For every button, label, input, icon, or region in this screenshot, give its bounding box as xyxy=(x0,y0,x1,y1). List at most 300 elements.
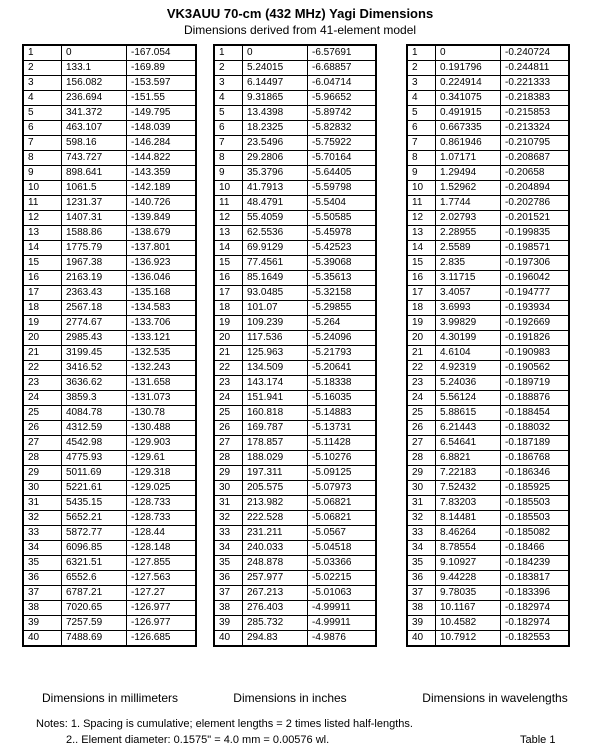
spacing-cell: 77.4561 xyxy=(243,256,308,271)
half-length-cell: -128.44 xyxy=(127,526,196,541)
spacing-cell: 2985.43 xyxy=(62,331,127,346)
element-number-cell: 13 xyxy=(24,226,62,241)
spacing-cell: 0.667335 xyxy=(436,121,501,136)
spacing-cell: 4.30199 xyxy=(436,331,501,346)
spacing-cell: 125.963 xyxy=(243,346,308,361)
spacing-cell: 743.727 xyxy=(62,151,127,166)
element-number-cell: 9 xyxy=(215,166,243,181)
spacing-cell: 0 xyxy=(243,46,308,61)
element-number-cell: 30 xyxy=(408,481,436,496)
half-length-cell: -132.535 xyxy=(127,346,196,361)
table-row xyxy=(408,346,569,361)
half-length-cell: -135.168 xyxy=(127,286,196,301)
half-length-cell: -128.148 xyxy=(127,541,196,556)
element-number-cell: 34 xyxy=(24,541,62,556)
half-length-cell: -4.99911 xyxy=(308,616,376,631)
half-length-cell: -0.182974 xyxy=(501,601,569,616)
spacing-cell: 4312.59 xyxy=(62,421,127,436)
element-number-cell: 39 xyxy=(215,616,243,631)
half-length-cell: -0.18466 xyxy=(501,541,569,556)
spacing-cell: 7.83203 xyxy=(436,496,501,511)
element-number-cell: 39 xyxy=(408,616,436,631)
table-row xyxy=(408,436,569,451)
element-number-cell: 14 xyxy=(408,241,436,256)
element-number-cell: 30 xyxy=(24,481,62,496)
half-length-cell: -134.583 xyxy=(127,301,196,316)
table-row xyxy=(215,286,376,301)
half-length-cell: -131.073 xyxy=(127,391,196,406)
table-row xyxy=(408,46,569,61)
spacing-cell: 48.4791 xyxy=(243,196,308,211)
half-length-cell: -129.903 xyxy=(127,436,196,451)
half-length-cell: -142.189 xyxy=(127,181,196,196)
half-length-cell: -5.07973 xyxy=(308,481,376,496)
table-row xyxy=(215,631,376,646)
table-row xyxy=(24,421,196,436)
table-row xyxy=(215,376,376,391)
half-length-cell: -0.185503 xyxy=(501,511,569,526)
element-number-cell: 40 xyxy=(408,631,436,646)
element-number-cell: 22 xyxy=(408,361,436,376)
table-row xyxy=(24,616,196,631)
element-number-cell: 6 xyxy=(24,121,62,136)
element-number-cell: 2 xyxy=(24,61,62,76)
element-number-cell: 17 xyxy=(24,286,62,301)
table-row xyxy=(408,496,569,511)
half-length-cell: -0.183396 xyxy=(501,586,569,601)
half-length-cell: -5.01063 xyxy=(308,586,376,601)
spacing-cell: 1.52962 xyxy=(436,181,501,196)
spacing-cell: 7257.59 xyxy=(62,616,127,631)
table-row xyxy=(24,481,196,496)
half-length-cell: -130.78 xyxy=(127,406,196,421)
table-row xyxy=(215,556,376,571)
element-number-cell: 19 xyxy=(24,316,62,331)
spacing-cell: 463.107 xyxy=(62,121,127,136)
half-length-cell: -5.32158 xyxy=(308,286,376,301)
element-number-cell: 35 xyxy=(24,556,62,571)
table-row xyxy=(408,241,569,256)
half-length-cell: -5.04518 xyxy=(308,541,376,556)
spacing-cell: 213.982 xyxy=(243,496,308,511)
half-length-cell: -167.054 xyxy=(127,46,196,61)
half-length-cell: -140.726 xyxy=(127,196,196,211)
element-number-cell: 37 xyxy=(215,586,243,601)
spacing-cell: 134.509 xyxy=(243,361,308,376)
element-number-cell: 10 xyxy=(215,181,243,196)
spacing-cell: 1407.31 xyxy=(62,211,127,226)
spacing-cell: 0 xyxy=(62,46,127,61)
element-number-cell: 29 xyxy=(24,466,62,481)
table-row xyxy=(24,121,196,136)
table-row xyxy=(24,496,196,511)
half-length-cell: -169.89 xyxy=(127,61,196,76)
half-length-cell: -5.264 xyxy=(308,316,376,331)
table-row xyxy=(24,526,196,541)
element-number-cell: 1 xyxy=(408,46,436,61)
half-length-cell: -5.96652 xyxy=(308,91,376,106)
element-number-cell: 36 xyxy=(408,571,436,586)
element-number-cell: 12 xyxy=(408,211,436,226)
element-number-cell: 14 xyxy=(215,241,243,256)
half-length-cell: -5.5404 xyxy=(308,196,376,211)
table-row xyxy=(408,91,569,106)
spacing-cell: 1.07171 xyxy=(436,151,501,166)
spacing-cell: 3199.45 xyxy=(62,346,127,361)
element-number-cell: 10 xyxy=(24,181,62,196)
element-number-cell: 27 xyxy=(215,436,243,451)
element-number-cell: 2 xyxy=(408,61,436,76)
element-number-cell: 2 xyxy=(215,61,243,76)
element-number-cell: 33 xyxy=(215,526,243,541)
table-row xyxy=(24,391,196,406)
table-millimeters xyxy=(23,45,196,646)
spacing-cell: 1.29494 xyxy=(436,166,501,181)
half-length-cell: -0.193934 xyxy=(501,301,569,316)
element-number-cell: 20 xyxy=(24,331,62,346)
element-number-cell: 21 xyxy=(408,346,436,361)
table-row xyxy=(408,256,569,271)
table-row xyxy=(24,136,196,151)
half-length-cell: -6.04714 xyxy=(308,76,376,91)
table-row xyxy=(215,136,376,151)
half-length-cell: -136.923 xyxy=(127,256,196,271)
spacing-cell: 1.7744 xyxy=(436,196,501,211)
half-length-cell: -133.706 xyxy=(127,316,196,331)
half-length-cell: -0.191826 xyxy=(501,331,569,346)
table-row xyxy=(24,466,196,481)
note-line-2: 2.. Element diameter: 0.1575" = 4.0 mm = 0.00576 wl. xyxy=(66,734,330,746)
spacing-cell: 341.372 xyxy=(62,106,127,121)
spacing-cell: 93.0485 xyxy=(243,286,308,301)
spacing-cell: 5.88615 xyxy=(436,406,501,421)
half-length-cell: -5.50585 xyxy=(308,211,376,226)
table-row xyxy=(24,226,196,241)
element-number-cell: 12 xyxy=(215,211,243,226)
element-number-cell: 17 xyxy=(408,286,436,301)
spacing-cell: 236.694 xyxy=(62,91,127,106)
half-length-cell: -127.855 xyxy=(127,556,196,571)
half-length-cell: -0.240724 xyxy=(501,46,569,61)
spacing-cell: 4775.93 xyxy=(62,451,127,466)
half-length-cell: -0.188032 xyxy=(501,421,569,436)
table-row xyxy=(408,136,569,151)
spacing-cell: 7.22183 xyxy=(436,466,501,481)
table-row xyxy=(408,196,569,211)
half-length-cell: -129.318 xyxy=(127,466,196,481)
table-row xyxy=(408,331,569,346)
element-number-cell: 23 xyxy=(215,376,243,391)
element-number-cell: 16 xyxy=(24,271,62,286)
spacing-cell: 3.4057 xyxy=(436,286,501,301)
half-length-cell: -148.039 xyxy=(127,121,196,136)
spacing-cell: 9.44228 xyxy=(436,571,501,586)
table-row xyxy=(215,436,376,451)
spacing-cell: 6552.6 xyxy=(62,571,127,586)
spacing-cell: 160.818 xyxy=(243,406,308,421)
element-number-cell: 30 xyxy=(215,481,243,496)
table-row xyxy=(24,316,196,331)
table-row xyxy=(408,211,569,226)
spacing-cell: 3859.3 xyxy=(62,391,127,406)
spacing-cell: 5011.69 xyxy=(62,466,127,481)
table-row xyxy=(215,571,376,586)
table-row xyxy=(408,226,569,241)
half-length-cell: -4.9876 xyxy=(308,631,376,646)
table-row xyxy=(24,541,196,556)
spacing-cell: 4542.98 xyxy=(62,436,127,451)
note-line-1: Notes: 1. Spacing is cumulative; element lengths = 2 times listed half-lengths. xyxy=(36,718,413,730)
half-length-cell: -0.185503 xyxy=(501,496,569,511)
spacing-cell: 7.52432 xyxy=(436,481,501,496)
spacing-cell: 5.24015 xyxy=(243,61,308,76)
element-number-cell: 26 xyxy=(24,421,62,436)
table-row xyxy=(215,196,376,211)
table-row xyxy=(408,601,569,616)
half-length-cell: -144.822 xyxy=(127,151,196,166)
spacing-cell: 5872.77 xyxy=(62,526,127,541)
table-row xyxy=(24,286,196,301)
element-number-cell: 11 xyxy=(408,196,436,211)
page-title: VK3AUU 70-cm (432 MHz) Yagi Dimensions xyxy=(166,6,434,21)
spacing-cell: 3.6993 xyxy=(436,301,501,316)
table-row xyxy=(24,556,196,571)
spacing-cell: 9.10927 xyxy=(436,556,501,571)
spacing-cell: 1231.37 xyxy=(62,196,127,211)
spacing-cell: 6787.21 xyxy=(62,586,127,601)
spacing-cell: 169.787 xyxy=(243,421,308,436)
spacing-cell: 133.1 xyxy=(62,61,127,76)
spacing-cell: 178.857 xyxy=(243,436,308,451)
half-length-cell: -0.208687 xyxy=(501,151,569,166)
element-number-cell: 23 xyxy=(24,376,62,391)
half-length-cell: -126.685 xyxy=(127,631,196,646)
element-number-cell: 38 xyxy=(408,601,436,616)
element-number-cell: 13 xyxy=(215,226,243,241)
table-row xyxy=(24,76,196,91)
spacing-cell: 151.941 xyxy=(243,391,308,406)
caption-wavelengths: Dimensions in wavelengths xyxy=(422,691,568,705)
spacing-cell: 248.878 xyxy=(243,556,308,571)
table-row xyxy=(408,181,569,196)
half-length-cell: -5.03366 xyxy=(308,556,376,571)
element-number-cell: 29 xyxy=(215,466,243,481)
table-row xyxy=(408,526,569,541)
spacing-cell: 598.16 xyxy=(62,136,127,151)
table-row xyxy=(24,46,196,61)
half-length-cell: -5.89742 xyxy=(308,106,376,121)
spacing-cell: 117.536 xyxy=(243,331,308,346)
table-row xyxy=(408,316,569,331)
table-row xyxy=(24,301,196,316)
table-row xyxy=(408,151,569,166)
spacing-cell: 41.7913 xyxy=(243,181,308,196)
spacing-cell: 222.528 xyxy=(243,511,308,526)
element-number-cell: 25 xyxy=(215,406,243,421)
spacing-cell: 8.78554 xyxy=(436,541,501,556)
spacing-cell: 6.14497 xyxy=(243,76,308,91)
element-number-cell: 6 xyxy=(408,121,436,136)
table-row xyxy=(215,151,376,166)
element-number-cell: 1 xyxy=(215,46,243,61)
half-length-cell: -5.18338 xyxy=(308,376,376,391)
half-length-cell: -143.359 xyxy=(127,166,196,181)
element-number-cell: 4 xyxy=(215,91,243,106)
half-length-cell: -0.218383 xyxy=(501,91,569,106)
spacing-cell: 4.92319 xyxy=(436,361,501,376)
element-number-cell: 28 xyxy=(24,451,62,466)
spacing-cell: 2.835 xyxy=(436,256,501,271)
half-length-cell: -149.795 xyxy=(127,106,196,121)
half-length-cell: -129.61 xyxy=(127,451,196,466)
half-length-cell: -6.57691 xyxy=(308,46,376,61)
element-number-cell: 20 xyxy=(215,331,243,346)
half-length-cell: -5.24096 xyxy=(308,331,376,346)
half-length-cell: -130.488 xyxy=(127,421,196,436)
element-number-cell: 39 xyxy=(24,616,62,631)
element-number-cell: 17 xyxy=(215,286,243,301)
table-row xyxy=(24,361,196,376)
half-length-cell: -0.186346 xyxy=(501,466,569,481)
table-row xyxy=(408,511,569,526)
half-length-cell: -0.199835 xyxy=(501,226,569,241)
element-number-cell: 22 xyxy=(24,361,62,376)
table-row xyxy=(408,61,569,76)
table-row xyxy=(24,511,196,526)
spacing-cell: 10.4582 xyxy=(436,616,501,631)
table-row xyxy=(24,196,196,211)
element-number-cell: 33 xyxy=(24,526,62,541)
table-row xyxy=(408,481,569,496)
spacing-cell: 4084.78 xyxy=(62,406,127,421)
element-number-cell: 36 xyxy=(24,571,62,586)
element-number-cell: 33 xyxy=(408,526,436,541)
table-row xyxy=(215,271,376,286)
caption-millimeters: Dimensions in millimeters xyxy=(41,691,179,705)
element-number-cell: 38 xyxy=(24,601,62,616)
table-row xyxy=(215,226,376,241)
spacing-cell: 0.861946 xyxy=(436,136,501,151)
element-number-cell: 9 xyxy=(408,166,436,181)
half-length-cell: -5.82832 xyxy=(308,121,376,136)
element-number-cell: 18 xyxy=(215,301,243,316)
table-row xyxy=(215,496,376,511)
element-number-cell: 31 xyxy=(408,496,436,511)
table-row xyxy=(215,541,376,556)
table-row xyxy=(408,631,569,646)
spacing-cell: 143.174 xyxy=(243,376,308,391)
half-length-cell: -0.210795 xyxy=(501,136,569,151)
spacing-cell: 3.99829 xyxy=(436,316,501,331)
element-number-cell: 40 xyxy=(24,631,62,646)
element-number-cell: 15 xyxy=(408,256,436,271)
spacing-cell: 1588.86 xyxy=(62,226,127,241)
table-row xyxy=(24,256,196,271)
spacing-cell: 1775.79 xyxy=(62,241,127,256)
spacing-cell: 2163.19 xyxy=(62,271,127,286)
element-number-cell: 5 xyxy=(408,106,436,121)
spacing-cell: 6321.51 xyxy=(62,556,127,571)
half-length-cell: -0.188454 xyxy=(501,406,569,421)
half-length-cell: -0.189719 xyxy=(501,376,569,391)
spacing-cell: 8.14481 xyxy=(436,511,501,526)
element-number-cell: 15 xyxy=(24,256,62,271)
spacing-cell: 23.5496 xyxy=(243,136,308,151)
half-length-cell: -5.09125 xyxy=(308,466,376,481)
spacing-cell: 0.191796 xyxy=(436,61,501,76)
table-row xyxy=(408,376,569,391)
element-number-cell: 23 xyxy=(408,376,436,391)
half-length-cell: -153.597 xyxy=(127,76,196,91)
spacing-cell: 13.4398 xyxy=(243,106,308,121)
half-length-cell: -138.679 xyxy=(127,226,196,241)
table-label: Table 1 xyxy=(520,734,556,746)
element-number-cell: 26 xyxy=(408,421,436,436)
table-row xyxy=(24,451,196,466)
spacing-cell: 6.54641 xyxy=(436,436,501,451)
half-length-cell: -5.06821 xyxy=(308,496,376,511)
half-length-cell: -5.0567 xyxy=(308,526,376,541)
element-number-cell: 3 xyxy=(215,76,243,91)
half-length-cell: -5.64405 xyxy=(308,166,376,181)
element-number-cell: 28 xyxy=(408,451,436,466)
element-number-cell: 18 xyxy=(408,301,436,316)
table-row xyxy=(215,586,376,601)
half-length-cell: -0.213324 xyxy=(501,121,569,136)
half-length-cell: -0.201521 xyxy=(501,211,569,226)
table-row xyxy=(215,451,376,466)
spacing-cell: 6096.85 xyxy=(62,541,127,556)
element-number-cell: 10 xyxy=(408,181,436,196)
element-number-cell: 16 xyxy=(215,271,243,286)
table-row xyxy=(408,166,569,181)
spacing-cell: 0.224914 xyxy=(436,76,501,91)
table-inches xyxy=(214,45,376,646)
spacing-cell: 7020.65 xyxy=(62,601,127,616)
half-length-cell: -0.198571 xyxy=(501,241,569,256)
spacing-cell: 18.2325 xyxy=(243,121,308,136)
half-length-cell: -5.20641 xyxy=(308,361,376,376)
table-row xyxy=(24,346,196,361)
table-row xyxy=(215,46,376,61)
table-row xyxy=(408,616,569,631)
table-row xyxy=(408,571,569,586)
spacing-cell: 2.02793 xyxy=(436,211,501,226)
spacing-cell: 5.56124 xyxy=(436,391,501,406)
half-length-cell: -133.121 xyxy=(127,331,196,346)
table-row xyxy=(215,616,376,631)
half-length-cell: -0.190983 xyxy=(501,346,569,361)
spacing-cell: 5435.15 xyxy=(62,496,127,511)
half-length-cell: -0.182553 xyxy=(501,631,569,646)
half-length-cell: -127.27 xyxy=(127,586,196,601)
spacing-cell: 240.033 xyxy=(243,541,308,556)
half-length-cell: -0.244811 xyxy=(501,61,569,76)
table-row xyxy=(408,466,569,481)
table-row xyxy=(24,91,196,106)
half-length-cell: -0.202786 xyxy=(501,196,569,211)
table-row xyxy=(215,406,376,421)
spacing-cell: 257.977 xyxy=(243,571,308,586)
table-row xyxy=(24,436,196,451)
half-length-cell: -0.197306 xyxy=(501,256,569,271)
table-row xyxy=(408,106,569,121)
half-length-cell: -151.55 xyxy=(127,91,196,106)
half-length-cell: -5.39068 xyxy=(308,256,376,271)
spacing-cell: 188.029 xyxy=(243,451,308,466)
half-length-cell: -0.204894 xyxy=(501,181,569,196)
half-length-cell: -5.70164 xyxy=(308,151,376,166)
